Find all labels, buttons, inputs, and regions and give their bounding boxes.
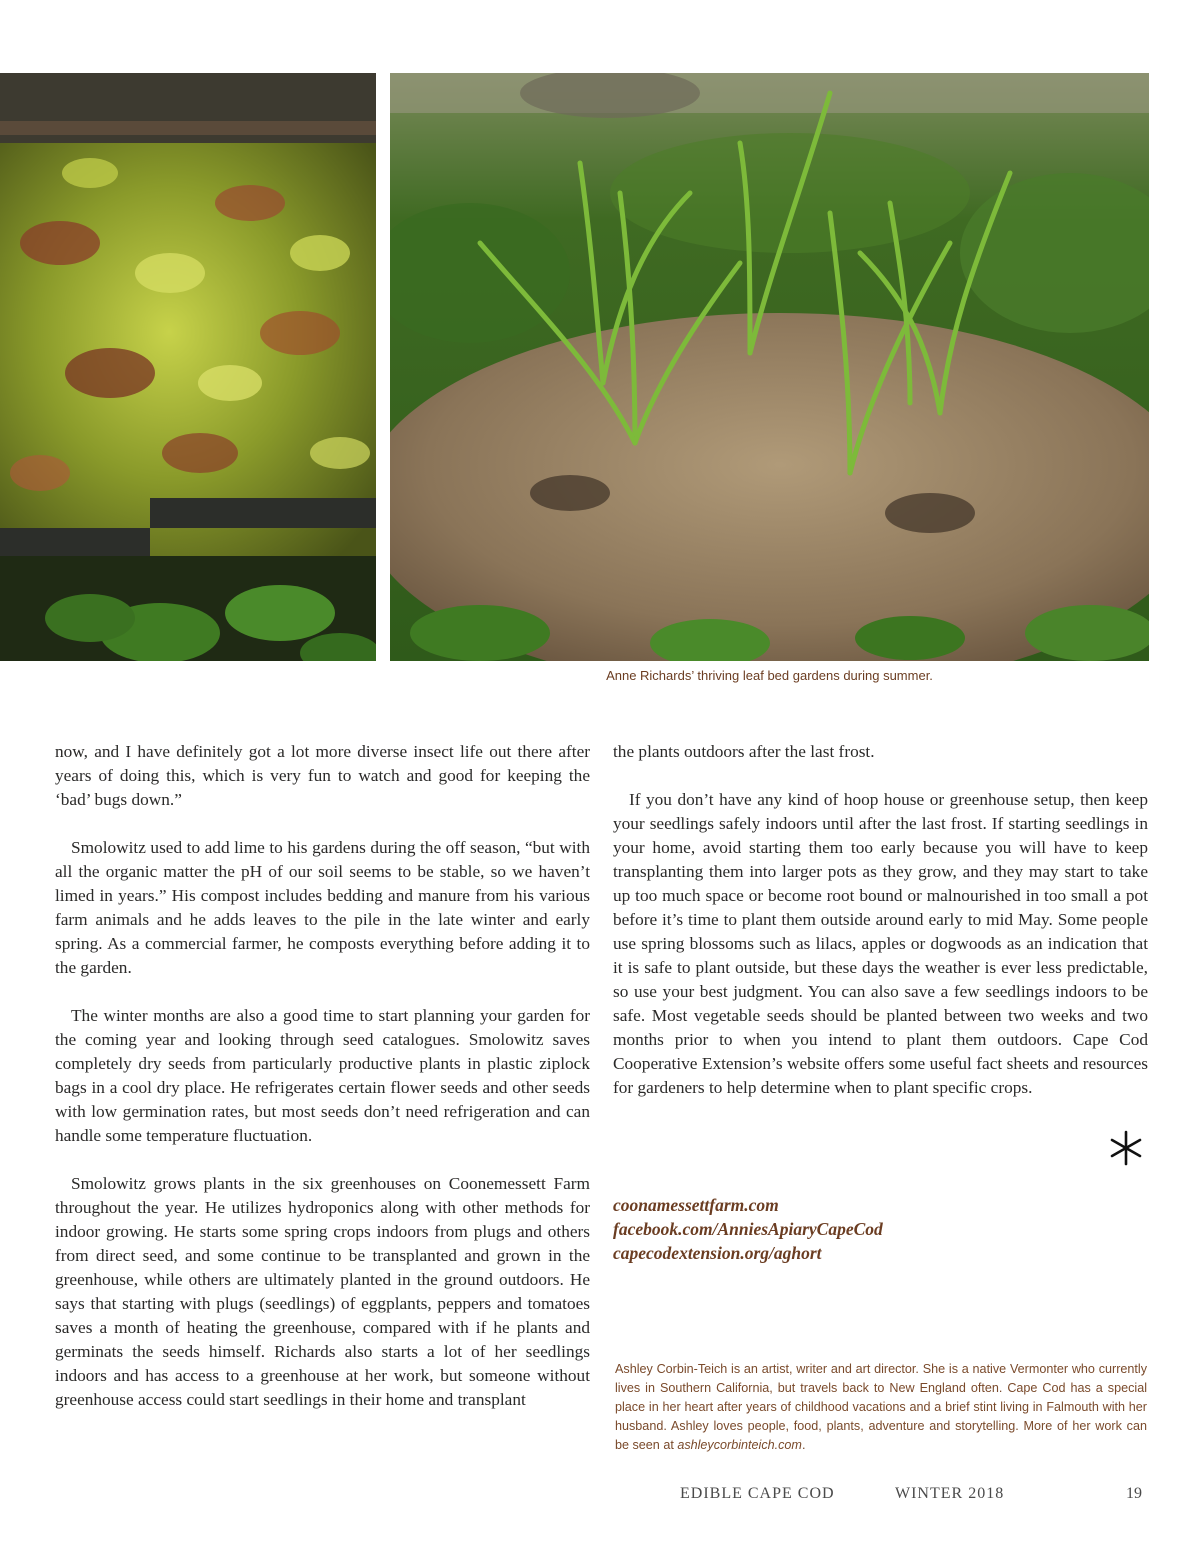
page-number: 19 <box>1126 1485 1142 1502</box>
paragraph: the plants outdoors after the last frost. <box>613 742 875 761</box>
article-column-right <box>613 740 1148 1124</box>
paragraph: The winter months are also a good time to start planning your garden for the coming year and looking through seed catalogues. Smolowitz saves completely dry seeds from particularly productive plants in plastic ziplock bags in a cool dry place. He refrigerates certain flower seeds and other seeds with low germination rates, but most seeds don’t need refrigeration and can handle some temperature fluctuation. <box>55 1006 590 1145</box>
footer-publication: EDIBLE CAPE COD <box>680 1485 835 1502</box>
link-coonamessett-farm[interactable]: coonamessettfarm.com <box>613 1195 779 1215</box>
paragraph: now, and I have definitely got a lot more diverse insect life out there after years of doing this, which is very fun to watch and good for keeping the ‘bad’ bugs down.” <box>55 742 590 809</box>
author-bio-text: Ashley Corbin-Teich is an artist, writer and art director. She is a native Vermonter who currently lives in Southern California, but travels back to New England often. Cape Cod has a special place in her heart after years of childhood vacations and a brief stint living in Falmouth with her husband. Ashley loves people, food, plants, adventure and storytelling. More of her work can be seen at <box>615 1362 1147 1452</box>
article-column-left <box>55 740 590 1436</box>
paragraph: Smolowitz grows plants in the six greenhouses on Coonemessett Farm throughout the year. He utilizes hydroponics along with other methods for indoor growing. He starts some spring crops indoors from plugs and others from direct seed, and some continue to be transplanted and grown in the greenhouse, while others are ultimately planted in the ground outdoors. He says that starting with plugs (seedlings) of eggplants, peppers and tomatoes saves a month of heating the greenhouse, compared with if he plants and germinats the seeds himself. Richards also starts a lot of her seedlings indoors and has access to a greenhouse at her work, but someone without greenhouse access could start seedlings in their home and transplant <box>55 1174 590 1409</box>
corn-leaf-bed-photo <box>390 73 1149 661</box>
photo-caption: Anne Richards’ thriving leaf bed gardens during summer. <box>606 668 933 683</box>
paragraph: Smolowitz used to add lime to his gardens during the off season, “but with all the organic matter the pH of our soil seems to be stable, so we haven’t limed in years.” His compost includes bedding and manure from his various farm animals and he adds leaves to the pile in the late winter and early spring. As a commercial farmer, he composts everything before adding it to the garden. <box>55 838 590 977</box>
lettuce-seedlings-photo <box>0 73 376 661</box>
resource-links <box>613 1193 883 1265</box>
link-capecod-extension[interactable]: capecodextension.org/aghort <box>613 1243 822 1263</box>
link-annies-apiary-facebook[interactable]: facebook.com/AnniesApiaryCapeCod <box>613 1219 883 1239</box>
asterisk-end-mark-icon <box>1106 1128 1146 1168</box>
footer-season: WINTER 2018 <box>895 1485 1005 1502</box>
author-bio-end: . <box>801 1438 806 1452</box>
paragraph: If you don’t have any kind of hoop house or greenhouse setup, then keep your seedlings safely indoors until after the last frost. If starting seedlings in your home, avoid starting them too early because you will have to keep transplanting them into larger pots as they grow, and they may start to take up too much space or become root bound or malnourished in too small a pot before it’s time to plant them outside around early to mid May. Some people use spring blossoms such as lilacs, apples or dogwoods as an indication that it is safe to plant outside, but these days the weather is ever less predictable, so use your best judgment. You can also save a few seedlings indoors to be safe. Most vegetable seeds should be planted between two weeks and two months prior to when you intend to plant them outdoors. Cape Cod Cooperative Extension’s website offers some useful fact sheets and resources for gardeners to help determine when to plant specific crops. <box>613 790 1148 1097</box>
author-bio <box>615 1360 1147 1455</box>
author-website-link[interactable]: ashleycorbinteich.com <box>677 1438 802 1452</box>
